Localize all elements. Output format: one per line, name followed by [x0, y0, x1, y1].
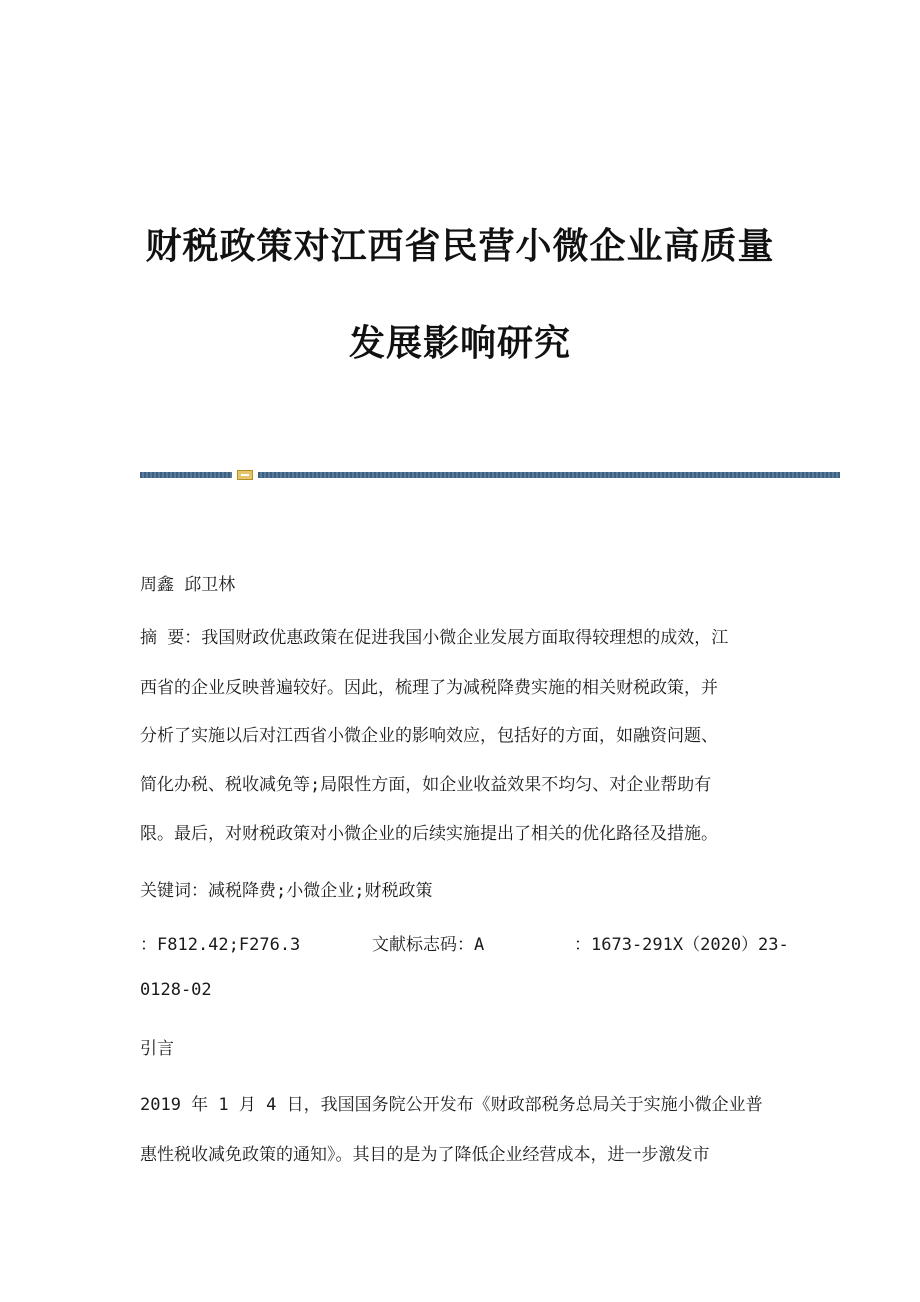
abstract-line: 简化办税、税收减免等;局限性方面，如企业收益效果不均匀、对企业帮助有 — [140, 775, 712, 795]
article-number: ：1673-291X（2020）23- — [574, 935, 789, 955]
article-number-continued: 0128-02 — [140, 980, 212, 1000]
section-heading: 引言 — [140, 1039, 174, 1059]
abstract-line: 摘 要：我国财政优惠政策在促进我国小微企业发展方面取得较理想的成效，江 — [140, 628, 729, 648]
divider-bar-left — [140, 472, 232, 478]
body-line: 2019 年 1 月 4 日，我国国务院公开发布《财政部税务总局关于实施小微企业普 — [140, 1095, 763, 1115]
document-code: 文献标志码：A — [372, 935, 485, 955]
clc-number: ：F812.42;F276.3 — [140, 935, 301, 955]
title-line-2: 发展影响研究 — [348, 322, 571, 364]
abstract-line: 分析了实施以后对江西省小微企业的影响效应，包括好的方面，如融资问题、 — [140, 726, 718, 746]
authors: 周鑫 邱卫林 — [140, 575, 236, 595]
title-line-1: 财税政策对江西省民营小微企业高质量 — [145, 225, 775, 267]
abstract-line: 限。最后，对财税政策对小微企业的后续实施提出了相关的优化路径及措施。 — [140, 824, 718, 844]
decorative-divider — [140, 470, 840, 480]
body-line: 惠性税收减免政策的通知》。其目的是为了降低企业经营成本，进一步激发市 — [140, 1145, 710, 1165]
divider-ornament-icon — [237, 470, 253, 480]
keywords: 关键词：减税降费;小微企业;财税政策 — [140, 881, 433, 901]
divider-bar-right — [258, 472, 840, 478]
abstract-line: 西省的企业反映普遍较好。因此，梳理了为减税降费实施的相关财税政策，并 — [140, 678, 718, 698]
